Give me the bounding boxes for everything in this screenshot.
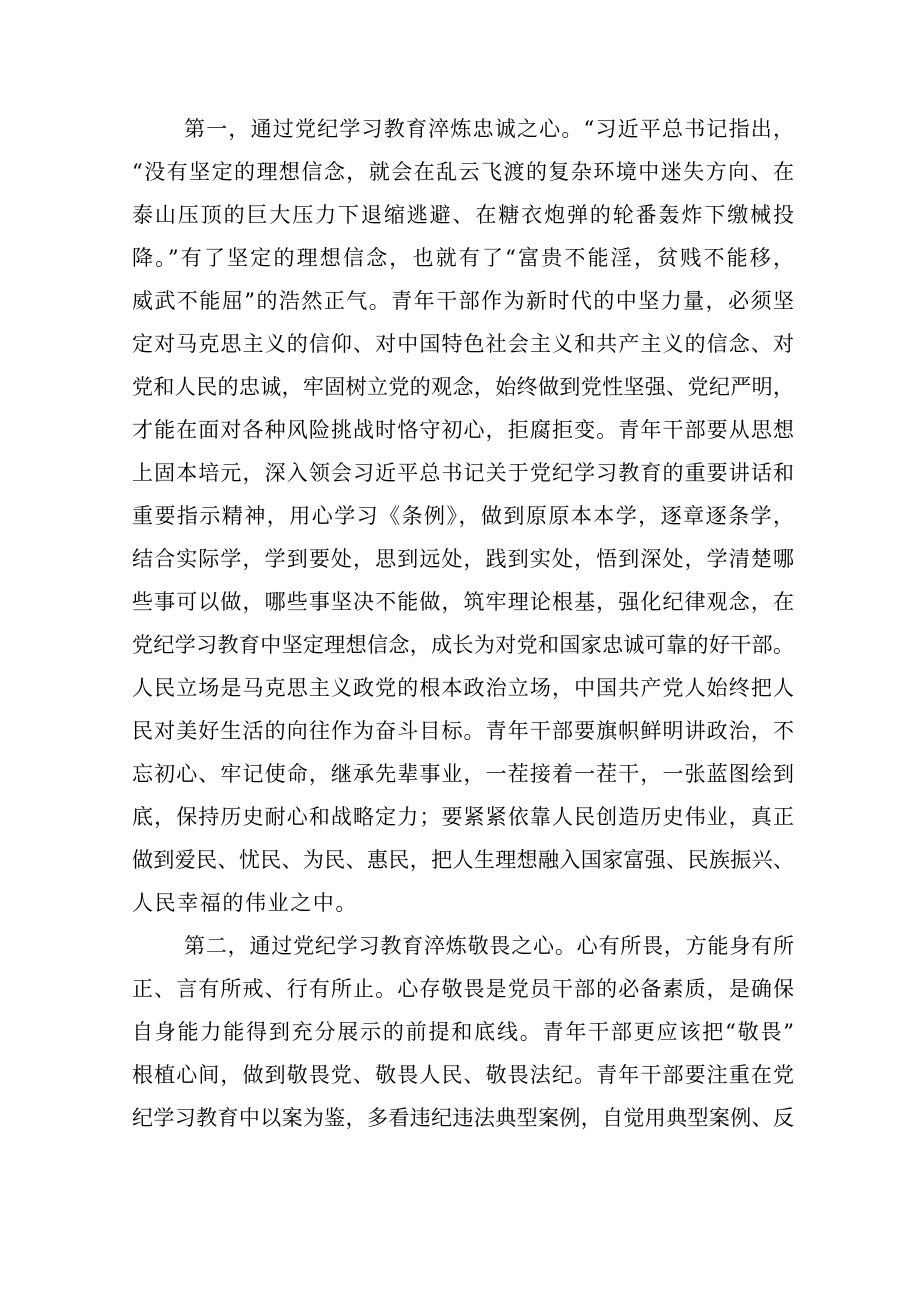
text-line: 民对美好生活的向往作为奋斗目标。青年干部要旗帜鲜明讲政治，不 bbox=[132, 719, 794, 743]
text-line: 人民幸福的伟业之中。 bbox=[132, 891, 358, 915]
text-line: “没有坚定的理想信念，就会在乱云飞渡的复杂环境中迷失方向、在 bbox=[132, 160, 794, 184]
text-line: 纪学习教育中以案为鉴，多看违纪违法典型案例，自觉用典型案例、反 bbox=[132, 1106, 794, 1130]
text-line: 重要指示精神，用心学习《条例》，做到原原本本学，逐章逐条学， bbox=[132, 504, 794, 528]
document-body bbox=[132, 108, 794, 1140]
text-line: 结合实际学，学到要处，思到远处，践到实处，悟到深处，学清楚哪 bbox=[132, 547, 794, 571]
text-line: 第二，通过党纪学习教育淬炼敬畏之心。心有所畏，方能身有所 bbox=[184, 934, 794, 958]
text-line: 忘初心、牢记使命，继承先辈事业，一茬接着一茬干，一张蓝图绘到 bbox=[132, 762, 794, 786]
text-line: 威武不能屈”的浩然正气。青年干部作为新时代的中坚力量，必须坚 bbox=[132, 289, 794, 313]
paragraph bbox=[132, 925, 794, 1140]
text-line: 第一，通过党纪学习教育淬炼忠诚之心。“习近平总书记指出， bbox=[184, 117, 794, 141]
text-line: 自身能力能得到充分展示的前提和底线。青年干部更应该把“敬畏” bbox=[132, 1020, 794, 1044]
text-line: 正、言有所戒、行有所止。心存敬畏是党员干部的必备素质，是确保 bbox=[132, 977, 794, 1001]
text-line: 做到爱民、忧民、为民、惠民，把人生理想融入国家富强、民族振兴、 bbox=[132, 848, 794, 872]
text-line: 些事可以做，哪些事坚决不能做，筑牢理论根基，强化纪律观念，在 bbox=[132, 590, 794, 614]
text-line: 党纪学习教育中坚定理想信念，成长为对党和国家忠诚可靠的好干部。 bbox=[132, 633, 794, 657]
text-line: 底，保持历史耐心和战略定力；要紧紧依靠人民创造历史伟业，真正 bbox=[132, 805, 794, 829]
text-line: 党和人民的忠诚，牢固树立党的观念，始终做到党性坚强、党纪严明， bbox=[132, 375, 794, 399]
text-line: 泰山压顶的巨大压力下退缩逃避、在糖衣炮弹的轮番轰炸下缴械投 bbox=[132, 203, 794, 227]
text-line: 定对马克思主义的信仰、对中国特色社会主义和共产主义的信念、对 bbox=[132, 332, 794, 356]
text-line: 才能在面对各种风险挑战时恪守初心，拒腐拒变。青年干部要从思想 bbox=[132, 418, 794, 442]
text-line: 根植心间，做到敬畏党、敬畏人民、敬畏法纪。青年干部要注重在党 bbox=[132, 1063, 794, 1087]
text-line: 上固本培元，深入领会习近平总书记关于党纪学习教育的重要讲话和 bbox=[132, 461, 794, 485]
text-line: 降。”有了坚定的理想信念，也就有了“富贵不能淫，贫贱不能移， bbox=[132, 246, 794, 270]
paragraph bbox=[132, 108, 794, 925]
text-line: 人民立场是马克思主义政党的根本政治立场，中国共产党人始终把人 bbox=[132, 676, 794, 700]
